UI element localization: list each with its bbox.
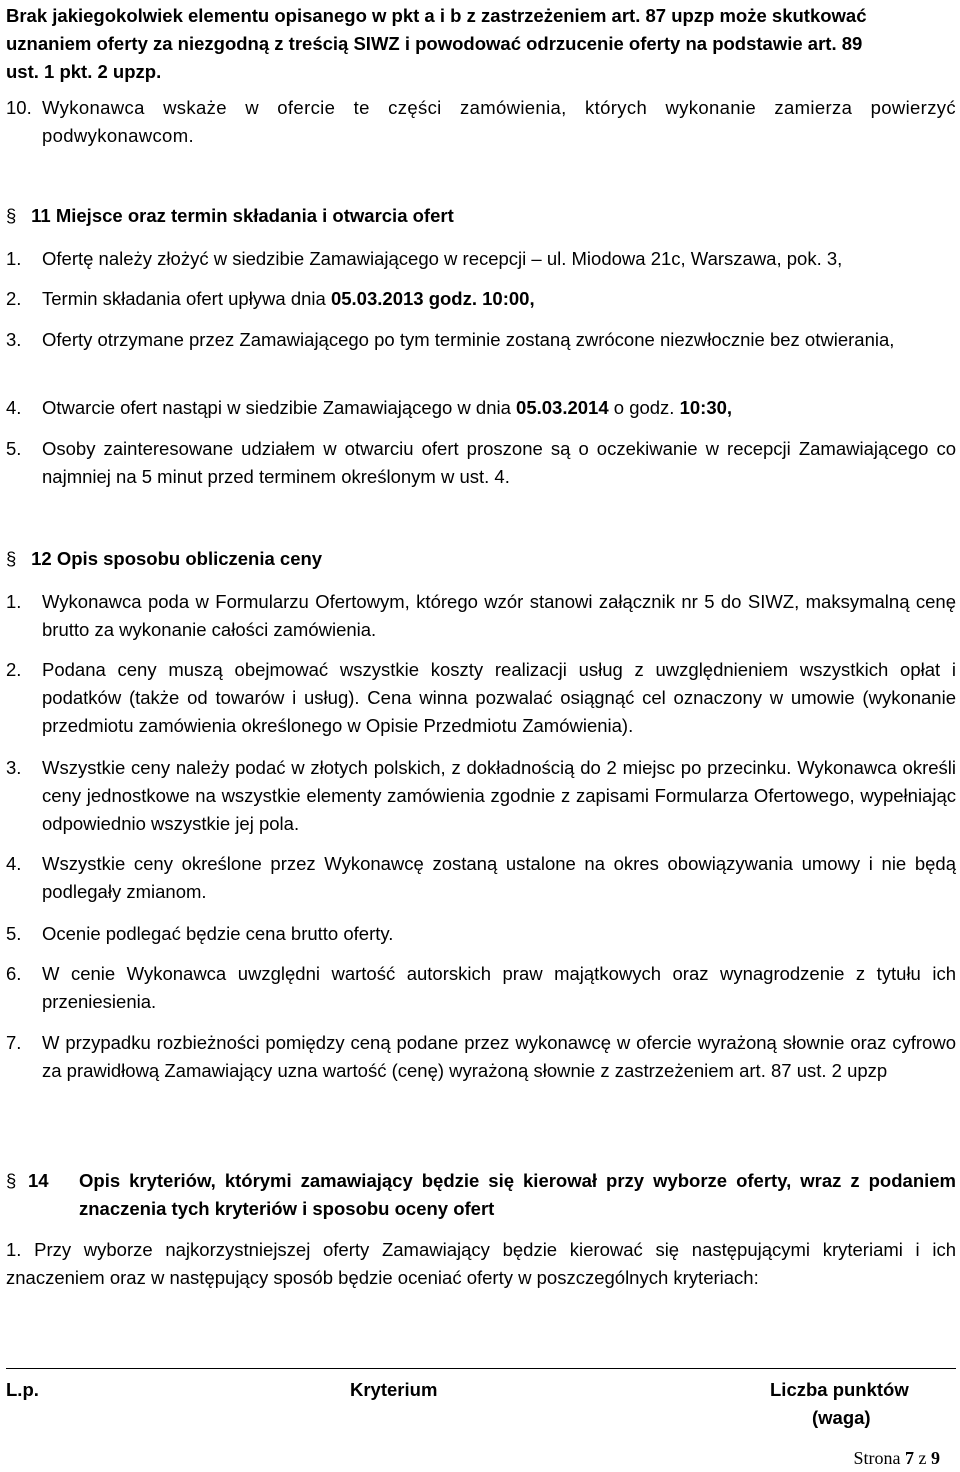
opening-time-label: o godz. xyxy=(608,397,680,418)
section-sign-icon: § xyxy=(6,1170,17,1191)
list-item-number: 2. xyxy=(6,659,22,680)
list-item-text: Osoby zainteresowane udziałem w otwarciu ofert proszone są o oczekiwanie w recepcji Zamawiającego co najmniej na 5 minut przed terminem określonym w ust. 4. xyxy=(42,438,956,487)
list-item xyxy=(6,245,956,273)
intro-line-2: uznaniem oferty za niezgodną z treścią SIWZ i powodować odrzucenie oferty na podstawie art. 89 xyxy=(6,33,863,54)
criteria-table-header xyxy=(6,1368,956,1428)
section-14-heading xyxy=(6,1167,956,1223)
list-item xyxy=(6,588,956,644)
list-item-text: Wykonawca wskaże w ofercie te części zamówienia, których wykonanie zamierza powierzyć podwykonawcom. xyxy=(42,97,956,146)
page-label: Strona xyxy=(853,1448,901,1468)
opening-time: 10:30, xyxy=(679,397,733,418)
section-11-heading xyxy=(6,202,454,230)
list-item-text: Oferty otrzymane przez Zamawiającego po tym terminie zostaną zwrócone niezwłocznie bez otwierania, xyxy=(42,329,895,350)
list-item xyxy=(6,435,956,491)
list-item-number: 1. xyxy=(6,591,22,612)
list-item-number: 10. xyxy=(6,97,32,118)
section-sign-icon: § xyxy=(6,205,17,226)
section-number: 14 xyxy=(28,1170,49,1191)
list-item-number: 3. xyxy=(6,757,22,778)
section-title: 11 Miejsce oraz termin składania i otwarcia ofert xyxy=(31,205,454,226)
list-item-text xyxy=(42,285,956,313)
list-item-text: Ofertę należy złożyć w siedzibie Zamawiającego w recepcji – ul. Miodowa 21c, Warszawa, pok. 3, xyxy=(42,248,843,269)
list-item xyxy=(6,920,956,948)
list-item-text: Ocenie podlegać będzie cena brutto oferty. xyxy=(42,923,394,944)
page-footer xyxy=(854,1448,941,1469)
page-total: 9 xyxy=(931,1448,940,1468)
intro-line-3: ust. 1 pkt. 2 upzp. xyxy=(6,61,162,82)
list-item-text: Podana ceny muszą obejmować wszystkie koszty realizacji usług z uwzględnieniem wszystkich opłat i podatków (także od towarów i usług). Cena winna pozwalać osiągnąć cel oznaczony w umowie (wykonanie przedmiotu zamówienia określonego w Opisie Przedmiotu Zamówienia). xyxy=(42,659,956,736)
column-header-points: Liczba punktów xyxy=(770,1379,909,1400)
list-item-number: 4. xyxy=(6,853,22,874)
list-item-text: Wykonawca poda w Formularzu Ofertowym, którego wzór stanowi załącznik nr 5 do SIWZ, maksymalną cenę brutto za wykonanie całości zamówienia. xyxy=(42,591,956,640)
list-item xyxy=(6,285,956,313)
list-item-number: 1. xyxy=(6,248,22,269)
list-item-number: 5. xyxy=(6,923,22,944)
list-item-10 xyxy=(6,94,956,150)
intro-line-1: Brak jakiegokolwiek elementu opisanego w pkt a i b z zastrzeżeniem art. 87 upzp może skutkować xyxy=(6,5,867,26)
list-item-number: 2. xyxy=(6,288,22,309)
deadline-value: 05.03.2013 godz. 10:00, xyxy=(330,288,535,309)
list-item-number: 4. xyxy=(6,397,22,418)
list-item xyxy=(6,850,956,906)
section-title: Opis kryteriów, którymi zamawiający będzie się kierował przy wyborze oferty, wraz z podaniem znaczenia tych kryteriów i sposobu oceny ofert xyxy=(79,1170,956,1219)
column-header-weight: (waga) xyxy=(812,1407,871,1428)
list-item xyxy=(6,656,956,740)
list-item xyxy=(6,326,956,354)
list-item-text: Wszystkie ceny określone przez Wykonawcę zostaną ustalone na okres obowiązywania umowy i nie będą podlegały zmianom. xyxy=(42,853,956,902)
section-sign-icon: § xyxy=(6,548,17,569)
deadline-label: Termin składania ofert upływa dnia xyxy=(42,288,331,309)
section-title: 12 Opis sposobu obliczenia ceny xyxy=(31,548,323,569)
opening-date: 05.03.2014 xyxy=(516,397,609,418)
list-item xyxy=(6,960,956,1016)
list-item-text: W cenie Wykonawca uwzględni wartość autorskich praw majątkowych oraz wynagrodzenie z tytułu ich przeniesienia. xyxy=(42,963,956,1012)
list-item-number: 5. xyxy=(6,438,22,459)
list-item-number: 6. xyxy=(6,963,22,984)
section-12-heading xyxy=(6,545,322,573)
opening-label: Otwarcie ofert nastąpi w siedzibie Zamawiającego w dnia xyxy=(42,397,517,418)
list-item xyxy=(6,394,956,422)
list-item xyxy=(6,1029,956,1085)
list-item-text: W przypadku rozbieżności pomiędzy ceną podane przez wykonawcę w ofercie wyrażoną słownie oraz cyfrowo za prawidłową Zamawiający uzna wartość (cenę) wyrażoną słownie z zastrzeżeniem art. 87 ust. 2 upzp xyxy=(42,1032,956,1081)
list-item-number: 3. xyxy=(6,329,22,350)
criteria-intro-paragraph: 1. Przy wyborze najkorzystniejszej oferty Zamawiający będzie kierować się następującymi kryteriami i ich znaczeniem oraz w następujący sposób będzie oceniać oferty w poszczególnych kryteriach: xyxy=(6,1239,956,1288)
list-item-text: Wszystkie ceny należy podać w złotych polskich, z dokładnością do 2 miejsc po przecinku. Wykonawca określi ceny jednostkowe na wszystkie elementy zamówienia zgodnie z zapisami Formularza Ofertowego, wypełniając odpowiednio wszystkie jej pola. xyxy=(42,757,956,834)
column-header-criterion: Kryterium xyxy=(350,1379,438,1400)
list-item xyxy=(6,754,956,838)
list-item-text xyxy=(42,394,956,422)
list-item-number: 7. xyxy=(6,1032,22,1053)
column-header-lp: L.p. xyxy=(6,1379,39,1400)
page-separator: z xyxy=(918,1448,927,1468)
page-number: 7 xyxy=(905,1448,914,1468)
